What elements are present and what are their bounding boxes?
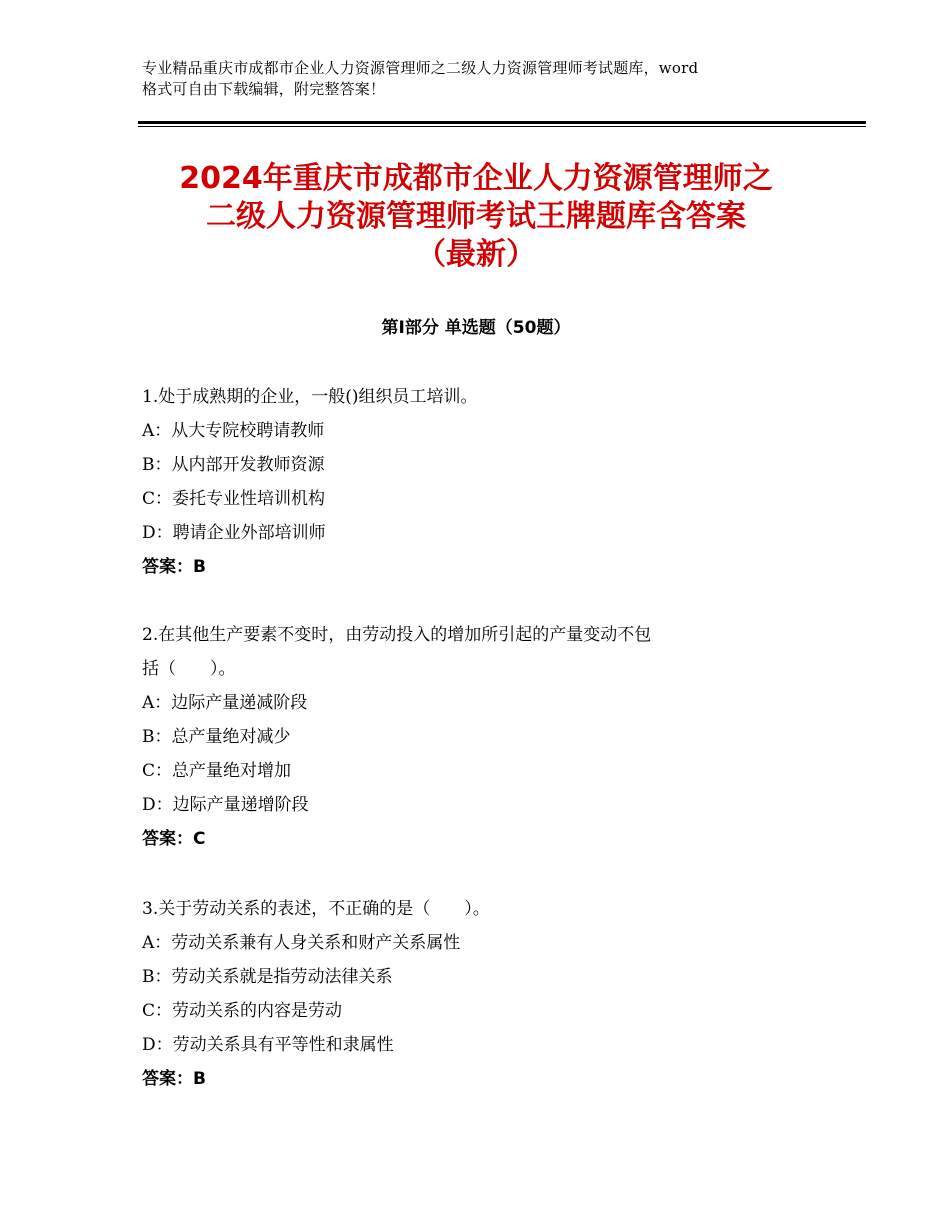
header-note-line-2: 格式可自由下载编辑，附完整答案！ xyxy=(142,80,386,98)
answer: 答案：B xyxy=(142,557,206,577)
document-title-line-1: 2024年重庆市成都市企业人力资源管理师之 xyxy=(179,161,773,196)
question-stem: 3.关于劳动关系的表述，不正确的是（ ）。 xyxy=(142,899,490,919)
question-stem: 1.处于成熟期的企业，一般()组织员工培训。 xyxy=(142,387,478,407)
option-d: D：边际产量递增阶段 xyxy=(142,795,309,815)
option-b: B：总产量绝对减少 xyxy=(142,727,291,747)
document-title-line-2: 二级人力资源管理师考试王牌题库含答案 xyxy=(206,199,746,234)
document-title xyxy=(138,160,814,274)
header-note xyxy=(142,58,822,100)
header-note-line-1: 专业精品重庆市成都市企业人力资源管理师之二级人力资源管理师考试题库，word xyxy=(142,59,699,77)
section-title: 第Ⅰ部分 单选题（50题） xyxy=(381,318,571,338)
question-2 xyxy=(142,618,802,856)
header-divider-thick xyxy=(138,121,866,124)
option-b: B：从内部开发教师资源 xyxy=(142,455,325,475)
option-b: B：劳动关系就是指劳动法律关系 xyxy=(142,967,393,987)
question-3 xyxy=(142,892,802,1096)
answer: 答案：B xyxy=(142,1069,206,1089)
header-divider-thin xyxy=(138,126,866,127)
option-a: A：从大专院校聘请教师 xyxy=(142,421,325,441)
option-c: C：委托专业性培训机构 xyxy=(142,489,326,509)
question-stem-line-2: 括（ ）。 xyxy=(142,659,236,679)
answer: 答案：C xyxy=(142,829,206,849)
option-a: A：边际产量递减阶段 xyxy=(142,693,308,713)
option-c: C：总产量绝对增加 xyxy=(142,761,292,781)
question-stem-line-1: 2.在其他生产要素不变时，由劳动投入的增加所引起的产量变动不包 xyxy=(142,625,652,645)
option-d: D：劳动关系具有平等性和隶属性 xyxy=(142,1035,394,1055)
option-c: C：劳动关系的内容是劳动 xyxy=(142,1001,343,1021)
document-title-line-3: （最新） xyxy=(416,237,536,272)
option-d: D：聘请企业外部培训师 xyxy=(142,523,326,543)
question-1 xyxy=(142,380,802,584)
option-a: A：劳动关系兼有人身关系和财产关系属性 xyxy=(142,933,461,953)
